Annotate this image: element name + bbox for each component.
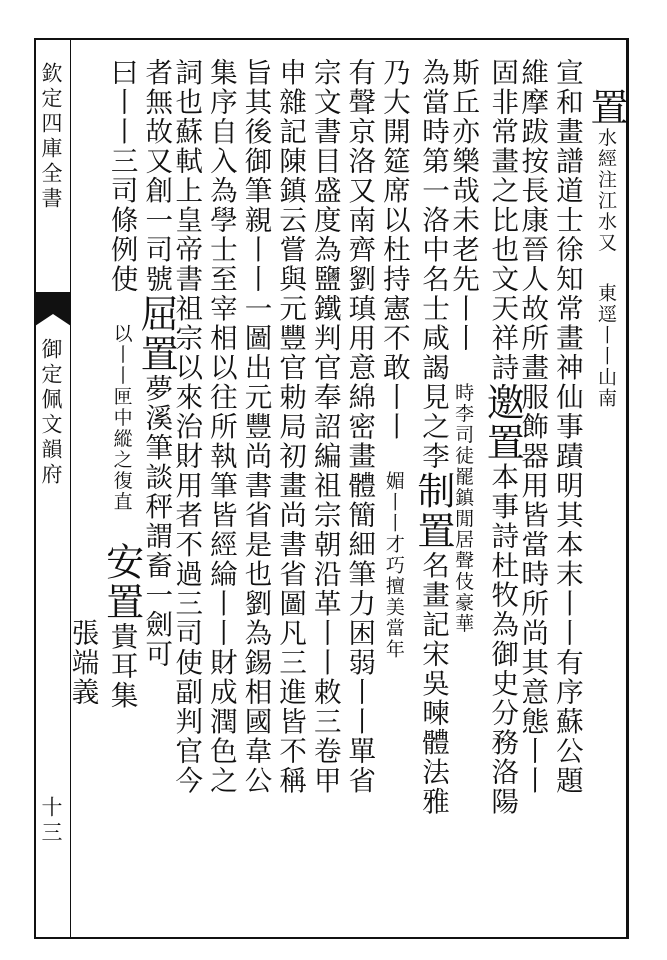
spacer xyxy=(67,235,99,265)
headword: 邀置 xyxy=(480,382,525,463)
spacer xyxy=(378,442,410,472)
spacer xyxy=(590,254,622,284)
text-column xyxy=(170,58,203,796)
spacer xyxy=(67,471,99,501)
text-run: 有聲京洛又南齊劉瑱用意綿密畫體簡細筆力困弱丨丨單省 xyxy=(343,58,376,796)
text-column xyxy=(377,58,410,660)
text-run: 宣和畫譜道士徐知常畫神仙事蹟明其本末丨丨有序蘇公題 xyxy=(550,58,583,796)
text-run: 宗文書目盛度為鹽鐵判官奉詔編祖宗朝沿革丨丨敕三卷甲 xyxy=(308,58,341,796)
text-run: 申雜記陳鎮云嘗與元豐官勅局初畫尚書省圖凡三進皆不稱 xyxy=(274,58,307,796)
spacer xyxy=(67,206,99,236)
text-run: 本事詩杜牧為御史分務洛陽 xyxy=(486,462,519,817)
text-run: 名畫記宋吳暕體法雅 xyxy=(417,551,449,817)
spacer xyxy=(67,265,99,295)
text-column xyxy=(274,58,307,796)
margin-divider xyxy=(626,38,627,937)
spacer xyxy=(67,560,99,590)
annotation: 水經注江水又 xyxy=(595,127,617,254)
headword: 置 xyxy=(584,87,628,128)
spacer xyxy=(67,294,99,324)
text-column xyxy=(550,58,583,796)
headword: 安置 xyxy=(99,542,144,622)
text-column xyxy=(239,58,272,796)
text-run: 乃大開筵席以杜持憲不敢丨丨 xyxy=(377,58,410,442)
annotation: 東逕丨丨山南 xyxy=(595,283,617,409)
text-run: 者無故又創一司號 xyxy=(140,58,173,294)
text-run: 夢溪筆談秤謂畜一劍可 xyxy=(140,374,173,669)
annotation: 時李司徒罷鎮閒居聲伎豪華 xyxy=(452,382,475,635)
spacer xyxy=(106,513,138,543)
text-run: 曰丨丨三司條例使 xyxy=(105,58,138,294)
spacer xyxy=(67,383,99,413)
spacer xyxy=(67,442,99,472)
spacer xyxy=(67,88,99,118)
text-column xyxy=(584,58,628,409)
spacer xyxy=(67,324,99,354)
volume-title: 御定佩文韻府 xyxy=(39,338,63,488)
spacer xyxy=(67,147,99,177)
spacer xyxy=(67,353,99,383)
spacer xyxy=(67,412,99,442)
text-column xyxy=(204,58,237,796)
headword: 屈置 xyxy=(134,294,179,374)
book-title: 欽定四庫全書 xyxy=(39,62,63,212)
text-column xyxy=(411,58,455,817)
spacer xyxy=(106,294,138,324)
headword: 制置 xyxy=(411,471,455,551)
text-run: 固非常畫之比也文天祥詩 xyxy=(486,58,519,383)
annotation: 媚丨丨才巧擅美當年 xyxy=(382,471,405,660)
text-column xyxy=(308,58,341,796)
text-column xyxy=(480,58,525,817)
text-column xyxy=(343,58,376,796)
text-run: 維摩跋按長康晉人故所畫服飾器用皆當時所尚其意態丨丨 xyxy=(516,58,549,796)
text-run: 集序自入為學士至宰相以往所執筆皆經綸丨丨財成潤色之 xyxy=(204,58,237,796)
text-run: 貴耳集 xyxy=(105,622,138,711)
text-run: 旨其後御筆親丨丨一圖出元豐尚書省是也劉為錫相國韋公 xyxy=(239,58,272,796)
text-run: 斯丘亦樂哉未老先丨丨 xyxy=(447,58,480,353)
spacer xyxy=(67,501,99,531)
text-column xyxy=(66,58,99,707)
spacer xyxy=(67,117,99,147)
spacer xyxy=(67,176,99,206)
spacer xyxy=(67,530,99,560)
spacer xyxy=(67,58,99,88)
spacer xyxy=(590,58,622,88)
annotation: 以丨丨匣中縱之復直 xyxy=(110,323,133,513)
spacer xyxy=(67,589,99,619)
text-column xyxy=(99,58,144,711)
text-run: 張端義 xyxy=(66,618,99,707)
text-run: 為當時第一洛中名士咸謁見之李 xyxy=(417,58,449,471)
page-number: 十三 xyxy=(39,796,63,846)
text-run: 詞也蘇軾上皇帝書祖宗以來治財用者不過三司使副判官今 xyxy=(170,58,203,796)
